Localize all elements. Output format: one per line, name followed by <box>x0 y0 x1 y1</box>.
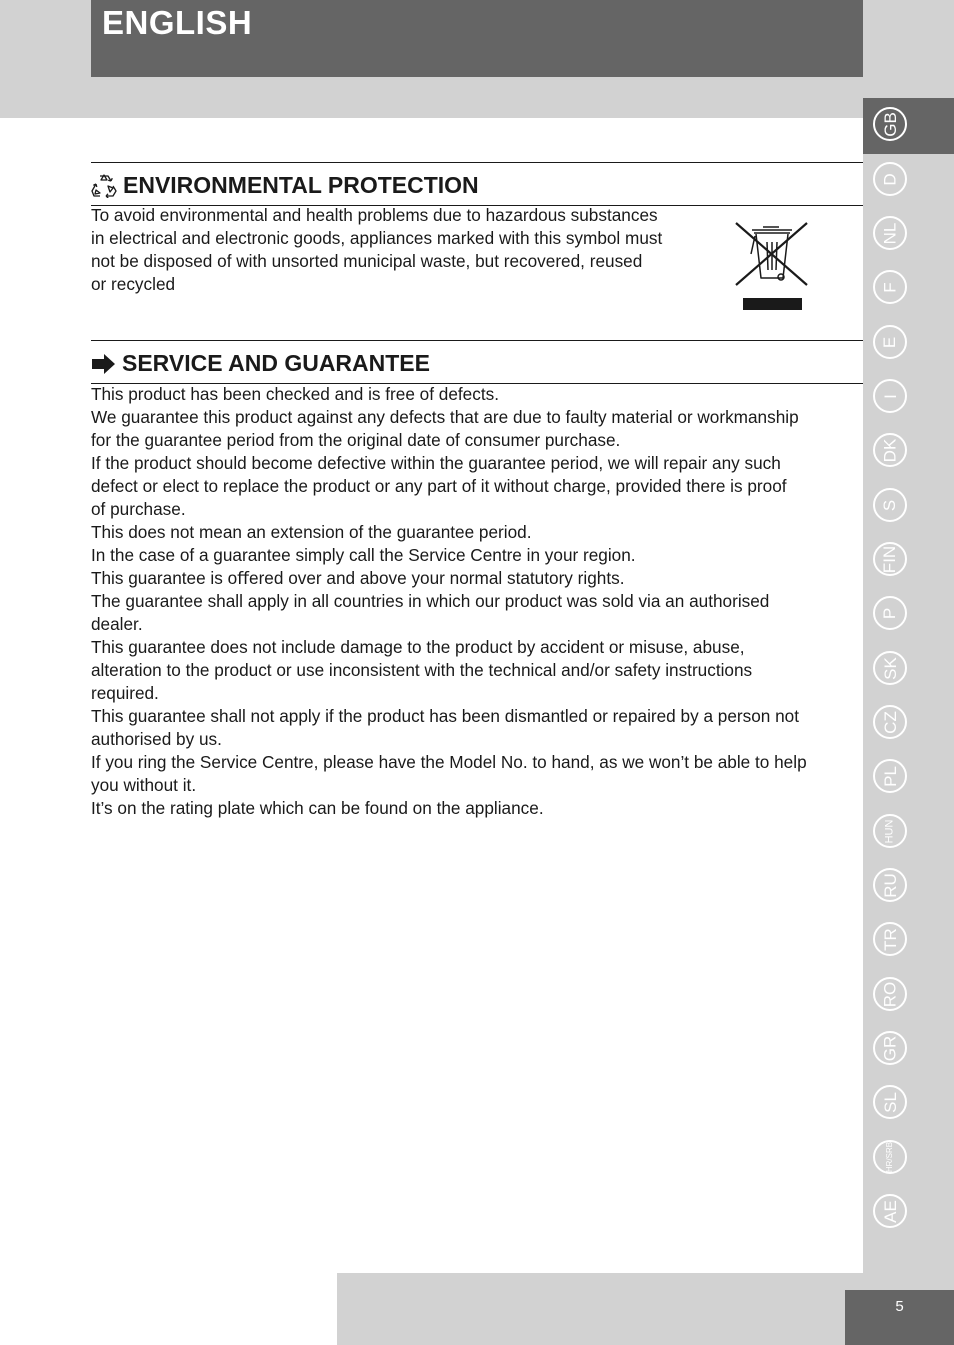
lang-tab-sk[interactable] <box>873 651 907 685</box>
lang-label: SK <box>880 656 900 680</box>
text-line: To avoid environmental and health problems due to hazardous substances <box>91 205 658 225</box>
text-line: This does not mean an extension of the guarantee period. <box>91 522 532 542</box>
header-title-bar <box>91 0 863 77</box>
text-line: This guarantee is oﬀered over and above your normal statutory rights. <box>91 568 625 588</box>
lang-label: F <box>880 281 900 293</box>
text-line: authorised by us. <box>91 729 222 749</box>
text-line: defect or elect to replace the product or any part of it without charge, provided there is proof <box>91 476 787 496</box>
text-line: We guarantee this product against any defects that are due to faulty material or workmanship <box>91 407 799 427</box>
lang-tab-d[interactable] <box>873 162 907 196</box>
lang-tab-ru[interactable] <box>873 868 907 902</box>
lang-tab-p[interactable] <box>873 596 907 630</box>
lang-label: NL <box>880 222 900 244</box>
env-paragraph <box>91 204 662 296</box>
lang-tab-ro[interactable] <box>873 977 907 1011</box>
lang-label: D <box>880 172 900 186</box>
lang-label: DK <box>880 438 900 462</box>
lang-tab-cz[interactable] <box>873 705 907 739</box>
env-section-heading <box>91 172 479 199</box>
lang-tab-ae[interactable] <box>873 1194 907 1228</box>
lang-tab-hun[interactable] <box>873 814 907 848</box>
lang-label: AE <box>880 1199 900 1223</box>
lang-label: I <box>880 393 900 399</box>
lang-label: HR/SRB <box>885 1141 895 1173</box>
text-line: required. <box>91 683 159 703</box>
text-line: This guarantee shall not apply if the product has been dismantled or repaired by a person not <box>91 706 799 726</box>
service-section-heading <box>91 350 430 377</box>
text-line: This product has been checked and is free of defects. <box>91 384 499 404</box>
page-number-box <box>845 1290 954 1345</box>
text-line: in electrical and electronic goods, appliances marked with this symbol must <box>91 228 663 248</box>
text-line: If the product should become defective within the guarantee period, we will repair any such <box>91 453 781 473</box>
lang-tab-s[interactable] <box>873 488 907 522</box>
text-line: dealer. <box>91 614 143 634</box>
text-line: It’s on the rating plate which can be found on the appliance. <box>91 798 544 818</box>
lang-label: HUN <box>883 819 896 843</box>
arrow-right-icon <box>91 353 116 375</box>
service-paragraph <box>91 383 807 820</box>
lang-label: FIN <box>880 545 900 573</box>
text-line: The guarantee shall apply in all countries in which our product was sold via an authorised <box>91 591 770 611</box>
lang-tab-gb[interactable] <box>873 107 907 141</box>
crossed-out-wheelie-bin-icon <box>733 220 811 312</box>
text-line: alteration to the product or use inconsistent with the technical and/or safety instructions <box>91 660 753 680</box>
text-line: In the case of a guarantee simply call the Service Centre in your region. <box>91 545 636 565</box>
text-line: for the guarantee period from the original date of consumer purchase. <box>91 430 621 450</box>
lang-label: SL <box>880 1091 900 1113</box>
text-line: not be disposed of with unsorted municipal waste, but recovered, reused <box>91 251 643 271</box>
lang-tab-dk[interactable] <box>873 433 907 467</box>
service-heading-text: SERVICE AND GUARANTEE <box>122 350 430 376</box>
text-line: This guarantee does not include damage to the product by accident or misuse, abuse, <box>91 637 745 657</box>
page-title: ENGLISH <box>102 4 253 41</box>
lang-label: CZ <box>880 710 900 734</box>
lang-tab-e[interactable] <box>873 325 907 359</box>
lang-tab-gr[interactable] <box>873 1031 907 1065</box>
lang-tab-hr-srb[interactable] <box>873 1140 907 1174</box>
lang-tab-i[interactable] <box>873 379 907 413</box>
lang-tab-tr[interactable] <box>873 922 907 956</box>
lang-tab-f[interactable] <box>873 270 907 304</box>
lang-label: GB <box>880 111 900 137</box>
lang-label: P <box>880 607 900 619</box>
lang-label: RU <box>880 872 900 898</box>
lang-tab-pl[interactable] <box>873 759 907 793</box>
lang-tab-sl[interactable] <box>873 1085 907 1119</box>
lang-tab-nl[interactable] <box>873 216 907 250</box>
text-line: of purchase. <box>91 499 186 519</box>
lang-label: PL <box>880 765 900 787</box>
env-heading-text: ENVIRONMENTAL PROTECTION <box>123 172 479 198</box>
section-divider <box>91 340 863 341</box>
recycle-icon <box>91 174 117 198</box>
lang-label: GR <box>880 1035 900 1061</box>
lang-label: TR <box>880 927 900 951</box>
text-line: If you ring the Service Centre, please have the Model No. to hand, as we won’t be able to help <box>91 752 807 772</box>
text-line: or recycled <box>91 274 176 294</box>
text-line: you without it. <box>91 775 197 795</box>
lang-label: E <box>880 336 900 348</box>
lang-tab-fin[interactable] <box>873 542 907 576</box>
lang-label: RO <box>880 981 900 1007</box>
lang-label: S <box>880 499 900 511</box>
section-divider <box>91 162 863 163</box>
page-number: 5 <box>895 1298 904 1315</box>
